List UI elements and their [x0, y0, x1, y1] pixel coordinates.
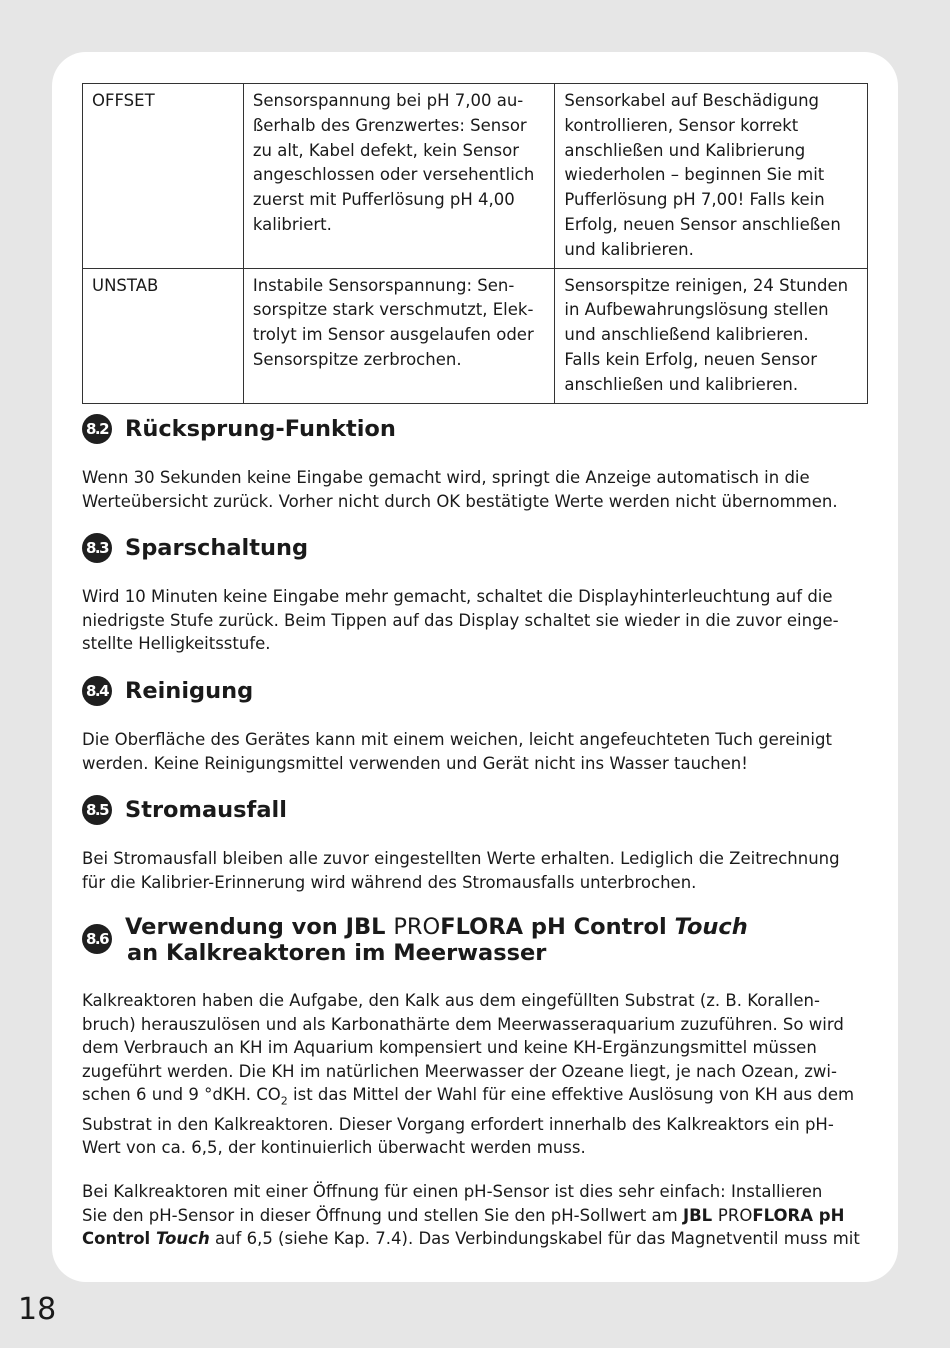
error-table — [82, 83, 868, 404]
body-line: Bei Kalkreaktoren mit einer Öffnung für einen pH-Sensor ist dies sehr einfach: Installieren — [82, 1182, 823, 1201]
section-title: Reinigung — [125, 678, 254, 704]
section-number-badge: 8.6 — [82, 924, 112, 954]
remedy-line: Erfolg, neuen Sensor anschließen — [564, 214, 841, 234]
body-line: bruch) herauszulösen und als Karbonathärte dem Meerwasseraquarium zuzuführen. So wird — [82, 1014, 844, 1034]
cause-line: angeschlossen oder versehentlich — [252, 165, 535, 185]
cause-line: kalibriert. — [252, 214, 332, 234]
body-line: Kalkreaktoren haben die Aufgabe, den Kalk aus dem eingefüllten Substrat (z. B. Korallen- — [82, 991, 820, 1010]
body-line: für die Kalibrier-Erinnerung wird während des Stromausfalls unterbrochen. — [82, 872, 697, 892]
brand-touch: Touch — [674, 914, 748, 940]
section-title: Stromausfall — [125, 797, 287, 823]
body-text: Sie den pH-Sensor in dieser Öffnung und stellen Sie den pH-Sollwert am — [82, 1205, 683, 1225]
brand-pro: PRO — [393, 914, 441, 940]
brand-flora: FLORA pH — [752, 1205, 845, 1225]
cause-line: trolyt im Sensor ausgelaufen oder — [252, 325, 534, 345]
section-body-8-6-para1 — [82, 989, 854, 1160]
section-title-line — [125, 914, 748, 940]
cause-cell — [243, 84, 555, 269]
section-number-badge: 8.5 — [82, 795, 112, 825]
section-heading-8-3 — [82, 533, 308, 563]
section-body-8-2 — [82, 466, 838, 513]
body-line: Bei Stromausfall bleiben alle zuvor eingestellten Werte erhalten. Lediglich die Zeitrechnung — [82, 849, 840, 868]
body-text: ist das Mittel der Wahl für eine effektive Auslösung von KH aus dem — [287, 1085, 855, 1104]
co2-subscript: 2 — [280, 1094, 288, 1108]
brand-pro: PRO — [717, 1205, 753, 1225]
remedy-line: Falls kein Erfolg, neuen Sensor — [564, 349, 818, 369]
remedy-cell — [555, 84, 868, 269]
remedy-line: wiederholen – beginnen Sie mit — [564, 165, 825, 185]
section-title-line: an Kalkreaktoren im Meerwasser — [127, 940, 547, 966]
body-line: Werteübersicht zurück. Vorher nicht durch OK bestätigte Werte werden nicht übernommen. — [82, 491, 838, 511]
body-text: auf 6,5 (siehe Kap. 7.4). Das Verbindungskabel für das Magnetventil muss mit — [209, 1229, 860, 1248]
remedy-line: anschließen und kalibrieren. — [564, 374, 799, 394]
remedy-line: und anschließend kalibrieren. — [564, 325, 809, 345]
title-part: FLORA pH Control — [440, 914, 675, 940]
remedy-line: Sensorspitze reinigen, 24 Stunden — [564, 275, 849, 295]
cause-line: Sensorspitze zerbrochen. — [252, 349, 462, 369]
body-line — [82, 1204, 860, 1228]
cause-line: Sensorspannung bei pH 7,00 au- — [252, 91, 524, 110]
title-part: Verwendung von JBL — [125, 914, 394, 940]
body-line: zugeführt werden. Die KH im natürlichen Meerwasser der Ozeane liegt, je nach Ozean, zwi- — [82, 1061, 837, 1081]
section-number-badge: 8.3 — [82, 533, 112, 563]
body-line: Wird 10 Minuten keine Eingabe mehr gemacht, schaltet die Displayhinterleuchtung auf die — [82, 587, 833, 606]
body-line: stellte Helligkeitsstufe. — [82, 634, 271, 653]
brand-jbl: JBL — [682, 1205, 718, 1225]
section-number-badge: 8.2 — [82, 414, 112, 444]
section-heading-8-2 — [82, 414, 396, 444]
body-line — [82, 1083, 854, 1113]
remedy-line: in Aufbewahrungslösung stellen — [564, 300, 829, 320]
section-body-8-3 — [82, 585, 839, 656]
table-row — [83, 84, 868, 269]
section-body-8-6-para2 — [82, 1180, 860, 1251]
remedy-line: kontrollieren, Sensor korrekt — [564, 115, 799, 135]
brand-touch: Touch — [155, 1229, 210, 1248]
page-number: 18 — [18, 1292, 57, 1327]
error-code-cell — [83, 268, 244, 403]
remedy-line: anschließen und Kalibrierung — [564, 140, 806, 160]
body-line: Wert von ca. 6,5, der kontinuierlich überwacht werden muss. — [82, 1138, 586, 1158]
cause-line: Instabile Sensorspannung: Sen- — [252, 275, 515, 295]
table-row — [83, 268, 868, 403]
cause-line: sorspitze stark verschmutzt, Elek- — [252, 300, 534, 320]
cause-line: zuerst mit Pufferlösung pH 4,00 — [252, 190, 515, 210]
error-code-cell — [83, 84, 244, 269]
body-line: Die Oberfläche des Gerätes kann mit einem weichen, leicht angefeuchteten Tuch gereinigt — [82, 730, 832, 749]
section-heading-8-6 — [82, 914, 748, 966]
remedy-line: Sensorkabel auf Beschädigung — [564, 91, 820, 110]
cause-line: ßerhalb des Grenzwertes: Sensor — [252, 115, 527, 135]
remedy-line: Pufferlösung pH 7,00! Falls kein — [564, 190, 825, 210]
section-heading-8-4 — [82, 676, 253, 706]
section-body-8-4 — [82, 728, 832, 775]
body-line — [82, 1227, 860, 1251]
body-line: werden. Keine Reinigungsmittel verwenden und Gerät nicht ins Wasser tauchen! — [82, 753, 748, 773]
section-body-8-5 — [82, 847, 840, 894]
section-heading-8-5 — [82, 795, 287, 825]
body-line: dem Verbrauch an KH im Aquarium kompensiert und keine KH-Ergänzungsmittel müssen — [82, 1038, 817, 1057]
section-title — [125, 914, 748, 966]
error-code: UNSTAB — [92, 275, 159, 295]
body-line: Substrat in den Kalkreaktoren. Dieser Vorgang erfordert innerhalb des Kalkreaktors ein pH- — [82, 1114, 834, 1134]
section-title: Sparschaltung — [125, 535, 309, 561]
section-title: Rücksprung-Funktion — [125, 416, 396, 442]
section-number-badge: 8.4 — [82, 676, 112, 706]
body-line: niedrigste Stufe zurück. Beim Tippen auf das Display schaltet sie wieder in die zuvor einge- — [82, 610, 839, 630]
remedy-line: und kalibrieren. — [564, 239, 694, 259]
cause-cell — [243, 268, 555, 403]
body-line: Wenn 30 Sekunden keine Eingabe gemacht wird, springt die Anzeige automatisch in die — [82, 468, 810, 487]
body-text: schen 6 und 9 °dKH. CO — [82, 1085, 281, 1104]
cause-line: zu alt, Kabel defekt, kein Sensor — [252, 140, 520, 160]
error-code: OFFSET — [92, 91, 155, 110]
remedy-cell — [555, 268, 868, 403]
brand-control: Control — [82, 1229, 156, 1248]
